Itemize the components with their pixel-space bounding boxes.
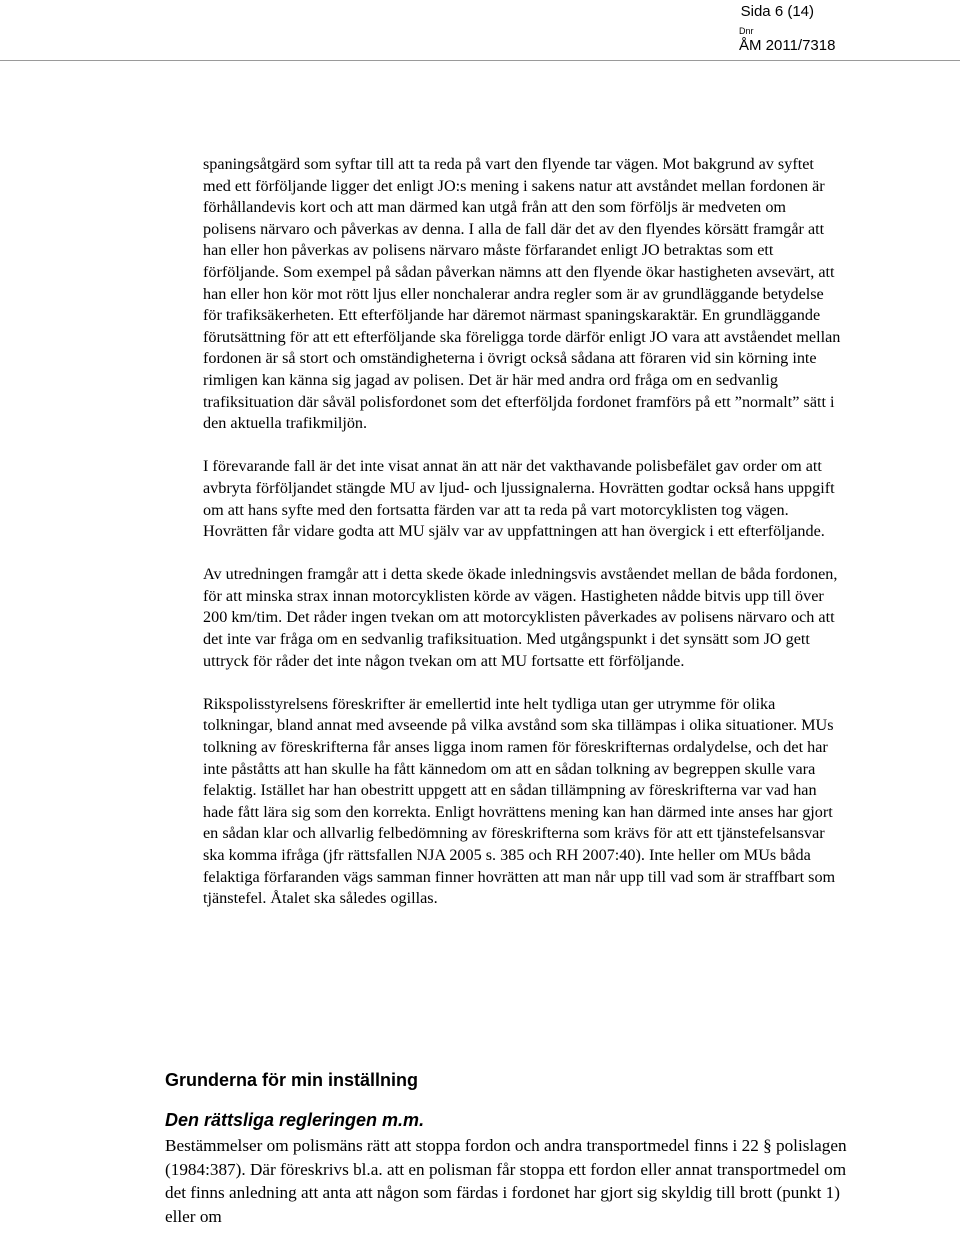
page-header <box>0 0 960 60</box>
dnr-value: ÅM 2011/7318 <box>739 37 836 54</box>
body-paragraph: spaningsåtgärd som syftar till att ta reda på vart den flyende tar vägen. Mot bakgrund av syftet med ett förföljande ligger det enligt JO:s mening i sakens natur att avståndet mellan fordonen är förhållandevis kort och att man därmed kan utgå från att den som förföljs är medveten om polisens närvaro och påverkas av denna. I alla de fall där det av den flyendes körsätt framgår att han eller hon påverkas av polisens närvaro måste förfarandet enligt JO betraktas som ett förföljande. Som exempel på sådan påverkan nämns att den flyende ökar hastigheten avsevärt, att han eller hon kör mot rött ljus eller nonchalerar andra regler som är av grundläggande betydelse för trafiksäkerheten. Ett efterföljande har däremot närmast spaningskaraktär. En grundläggande förutsättning för att ett efterföljande ska föreligga torde därför enligt JO vara att avståendet mellan fordonen är så stort och omständigheterna i övrigt också sådana att föraren vid sin körning inte rimligen kan känna sig jagad av polisen. Det är här med andra ord fråga om en sedvanlig trafiksituation där såväl polisfordonet som det efterföljda fordonet framförs på ett ”normalt” sätt i den aktuella trafikmiljön. <box>203 155 841 433</box>
dnr-label: Dnr <box>739 26 754 36</box>
section-paragraph: Bestämmelser om polismäns rätt att stoppa fordon och andra transportmedel finns i 22 § polislagen (1984:387). Där föreskrivs bl.a. att en polisman får stoppa ett fordon eller annat transportmedel om det finns anledning att anta att någon som färdas i fordonet har gjort sig skyldig till brott (punkt 1) eller om <box>165 1136 847 1227</box>
body-paragraph: Av utredningen framgår att i detta skede ökade inledningsvis avståendet mellan de båda fordonen, för att minska strax innan motorcyklisten körde av vägen. Hastigheten nådde bitvis upp till över 200 km/tim. Det råder ingen tvekan om att motorcyklisten påverkades av polisens närvaro och att det inte var fråga om en sedvanlig trafiksituation. Med utgångspunkt i det synsätt som JO gett uttryck för råder det inte någon tvekan om att MU fortsatte ett förföljande. <box>203 565 838 670</box>
body-paragraph: Rikspolisstyrelsens föreskrifter är emellertid inte helt tydliga utan ger utrymme för olika tolkningar, bland annat med avseende på vilka avstånd som ska tillämpas i olika situationer. MUs tolkning av föreskrifterna får anses ligga inom ramen för föreskrifternas ordalydelse, och det har inte påståtts att han skulle ha fått kännedom om att en sådan tolkning av begreppen skulle vara felaktig. Istället har han obestritt uppgett att en sådan tillämpning av föreskrifterna var vad han hade fått lära sig som den korrekta. Enligt hovrättens mening kan han därmed inte anses har gjort en sådan klar och allvarlig felbedömning av föreskrifterna som krävs för att ett tjänstefelsansvar ska komma ifråga (jfr rättsfallen NJA 2005 s. 385 och RH 2007:40). Inte heller om MUs båda felaktiga förfaranden vägs samman finner hovrätten att man når upp till vad som är straffbart som tjänstefel. Åtalet ska således ogillas. <box>203 694 836 908</box>
section-heading: Grunderna för min inställning <box>165 1070 419 1090</box>
page-number: Sida 6 (14) <box>740 3 814 20</box>
document-body <box>203 154 843 931</box>
section-grounds <box>165 1068 855 1229</box>
header-divider <box>0 60 960 61</box>
body-paragraph: I förevarande fall är det inte visat annat än att när det vakthavande polisbefälet gav order om att avbryta förföljandet stängde MU av ljud- och ljussignalerna. Hovrätten godtar också hans uppgift om att hans syfte med den fortsatta färden var att ta reda på vart motorcyklisten tog vägen. Hovrätten får vidare godta att MU själv var av uppfattningen att han övergick i ett efterföljande. <box>203 457 835 541</box>
section-subheading: Den rättsliga regleringen m.m. <box>165 1110 425 1130</box>
